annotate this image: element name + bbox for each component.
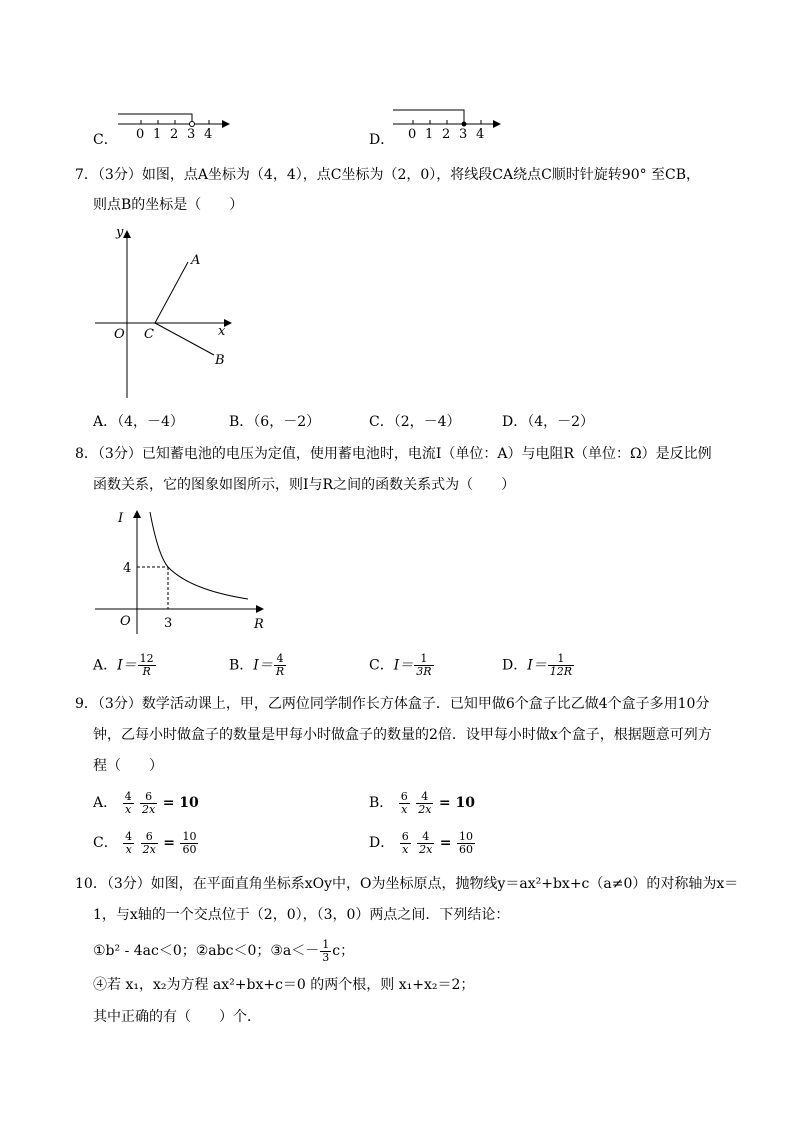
q9-option-a: A． $\frac{4}{x}$ $\frac{6}{2x}$ = 10 bbox=[93, 789, 199, 816]
q6d-tick-3: 3 bbox=[459, 127, 468, 142]
q8-option-a: A．I＝ $\frac{12}{R}$ bbox=[93, 652, 154, 678]
q9-stem-line1: 9．（3分）数学活动课上，甲，乙两位同学制作长方体盒子．已知甲做6个盒子比乙做4个盒子多用10分 bbox=[75, 696, 710, 712]
q7-option-b: B．（6，－2） bbox=[229, 414, 321, 430]
q10-stem-line2: 1，与x轴的一个交点位于（2，0），（3，0）两点之间．下列结论： bbox=[93, 907, 510, 923]
q10-conclusions-1-3: ①b² - 4ac＜0；②abc＜0；③a＜－ $\frac{1}{3}$ c； bbox=[93, 937, 355, 964]
q8-origin-label: O bbox=[120, 614, 131, 629]
q9-option-c: C． $\frac{4}{x}$ $\frac{6}{2x}$ = $\frac{10}{60}$ bbox=[93, 829, 197, 856]
q8-r-axis-label: R bbox=[254, 617, 264, 632]
q6d-tick-0: 0 bbox=[408, 127, 417, 142]
q6-option-c-label: C． bbox=[93, 132, 118, 148]
q9-stem-line3: 程（ ） bbox=[93, 758, 163, 774]
q8-stem-line2: 函数关系，它的图象如图所示，则I与R之间的函数关系式为（ ） bbox=[93, 477, 516, 493]
q8-stem-line1: 8．（3分）已知蓄电池的电压为定值，使用蓄电池时，电流I（单位：A）与电阻R（单位：Ω）是反比例 bbox=[75, 446, 712, 462]
q8-tick-4: 4 bbox=[123, 561, 132, 576]
q7-y-axis-label: y bbox=[116, 225, 124, 240]
q10-conclusion-4: ④若 x₁，x₂为方程 ax²+bx+c＝0 的两个根，则 x₁+x₂＝2； bbox=[93, 977, 475, 993]
q6c-tick-3: 3 bbox=[187, 127, 196, 142]
q7-origin-label: O bbox=[114, 327, 125, 342]
q8-i-axis-label: I bbox=[118, 511, 124, 526]
q6c-tick-0: 0 bbox=[136, 127, 145, 142]
q7-point-a-label: A bbox=[191, 253, 201, 268]
q8-option-d: D．I＝ $\frac{1}{12R}$ bbox=[502, 652, 573, 678]
q7-x-axis-label: x bbox=[218, 324, 226, 339]
q8-tick-3: 3 bbox=[164, 616, 173, 631]
q6c-tick-1: 1 bbox=[153, 127, 162, 142]
q6d-tick-2: 2 bbox=[442, 127, 451, 142]
q6-option-d-label: D． bbox=[369, 132, 395, 148]
q6d-tick-4: 4 bbox=[476, 127, 485, 142]
q8-option-c: C．I＝ $\frac{1}{3R}$ bbox=[369, 652, 432, 678]
q7-stem-line2: 则点B的坐标是（ ） bbox=[93, 197, 244, 213]
q7-point-c-label: C bbox=[144, 327, 154, 342]
q9-option-d: D． $\frac{6}{x}$ $\frac{4}{2x}$ = $\frac{10}{60}$ bbox=[369, 829, 473, 856]
q10-ending: 其中正确的有（ ）个． bbox=[93, 1009, 261, 1025]
q7-point-b-label: B bbox=[215, 353, 225, 368]
q9-stem-line2: 钟，乙每小时做盒子的数量是甲每小时做盒子的数量的2倍．设甲每小时做x个盒子，根据题意可列方 bbox=[93, 727, 712, 743]
q6d-tick-1: 1 bbox=[425, 127, 434, 142]
q7-option-d: D．（4，－2） bbox=[502, 414, 595, 430]
q9-option-b: B． $\frac{6}{x}$ $\frac{4}{2x}$ = 10 bbox=[369, 789, 475, 816]
q8-option-b: B．I＝ $\frac{4}{R}$ bbox=[229, 652, 285, 678]
q6c-tick-4: 4 bbox=[204, 127, 213, 142]
q6c-tick-2: 2 bbox=[170, 127, 179, 142]
q7-option-c: C．（2，－4） bbox=[369, 414, 461, 430]
q10-stem-line1: 10．（3分）如图，在平面直角坐标系xOy中，O为坐标原点，抛物线y＝ax²+bx+c（a≠0）的对称轴为x＝ bbox=[75, 876, 739, 892]
q7-stem-line1: 7．（3分）如图，点A坐标为（4，4），点C坐标为（2，0），将线段CA绕点C顺时针旋转90° 至CB， bbox=[75, 167, 701, 183]
q7-option-a: A．（4，－4） bbox=[93, 414, 184, 430]
